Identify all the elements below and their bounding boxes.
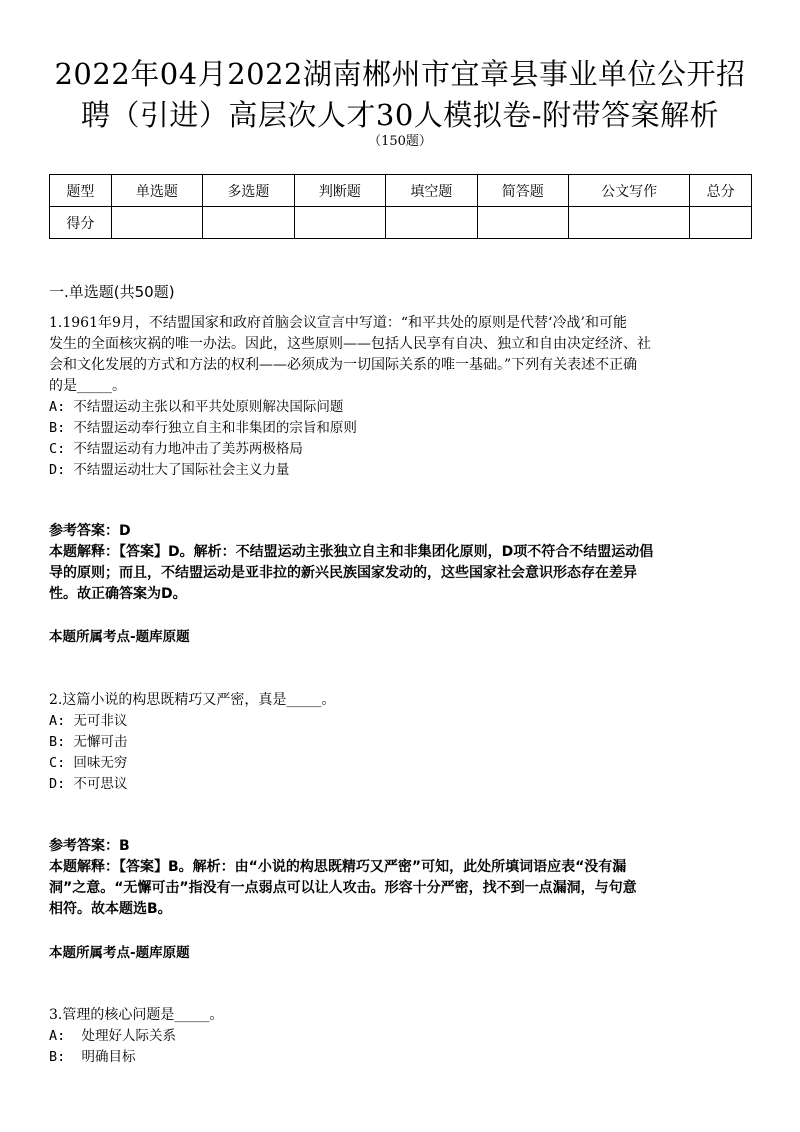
question-text: 的是_____。 bbox=[49, 378, 126, 394]
knowledge-point-1: 本题所属考点-题库原题 bbox=[49, 629, 190, 645]
option-a: A: 无可非议 bbox=[49, 713, 128, 729]
option-a: A: 处理好人际关系 bbox=[49, 1028, 177, 1044]
score-cell bbox=[477, 207, 568, 239]
question-text: 会和文化发展的方式和方法的权利——必须成为一切国际关系的唯一基础。”下列有关表述不正确 bbox=[49, 357, 638, 373]
score-table bbox=[49, 174, 752, 239]
option-c: C: 不结盟运动有力地冲击了美苏两极格局 bbox=[49, 441, 303, 457]
question-count: （150题） bbox=[368, 134, 432, 149]
explanation-line: 性。故正确答案为D。 bbox=[49, 586, 187, 602]
header-single-choice: 单选题 bbox=[111, 175, 202, 207]
score-cell bbox=[111, 207, 202, 239]
question-text: 3.管理的核心问题是_____。 bbox=[49, 1007, 224, 1023]
option-d: D: 不结盟运动壮大了国际社会主义力量 bbox=[49, 462, 290, 478]
option-b: B: 无懈可击 bbox=[49, 734, 128, 750]
header-official-writing: 公文写作 bbox=[569, 175, 690, 207]
score-cell bbox=[203, 207, 294, 239]
question-text: 1.1961年9月，不结盟国家和政府首脑会议宣言中写道：“和平共处的原则是代替‘冷战’和可能 bbox=[49, 315, 627, 331]
option-b: B: 明确目标 bbox=[49, 1049, 136, 1065]
explanation-line: 洞”之意。“无懈可击”指没有一点弱点可以让人攻击。形容十分严密，找不到一点漏洞，与句意 bbox=[49, 880, 637, 896]
section-title: 一.单选题(共50题) bbox=[49, 283, 175, 301]
document-title-line-2: 聘（引进）高层次人才30人模拟卷-附带答案解析 bbox=[80, 98, 720, 132]
knowledge-point-2: 本题所属考点-题库原题 bbox=[49, 945, 190, 961]
score-cell bbox=[386, 207, 477, 239]
score-cell bbox=[569, 207, 690, 239]
question-1 bbox=[49, 313, 759, 481]
header-question-type: 题型 bbox=[50, 175, 112, 207]
header-short-answer: 简答题 bbox=[477, 175, 568, 207]
document-title-line-1: 2022年04月2022湖南郴州市宜章县事业单位公开招 bbox=[54, 57, 746, 91]
header-true-false: 判断题 bbox=[294, 175, 385, 207]
header-fill-blank: 填空题 bbox=[386, 175, 477, 207]
option-b: B: 不结盟运动奉行独立自主和非集团的宗旨和原则 bbox=[49, 420, 357, 436]
header-total: 总分 bbox=[690, 175, 752, 207]
question-text: 2.这篇小说的构思既精巧又严密，真是_____。 bbox=[49, 692, 336, 708]
score-cell bbox=[294, 207, 385, 239]
option-d: D: 不可思议 bbox=[49, 776, 128, 792]
explanation-line: 相符。故本题选B。 bbox=[49, 901, 172, 917]
answer-block-1 bbox=[49, 521, 754, 605]
question-3 bbox=[49, 1005, 759, 1068]
option-c: C: 回味无穷 bbox=[49, 755, 128, 771]
explanation-line: 本题解释：【答案】B。解析：由“小说的构思既精巧又严密”可知，此处所填词语应表“没有漏 bbox=[49, 859, 627, 875]
score-table-header-row bbox=[50, 175, 752, 207]
header-multiple-choice: 多选题 bbox=[203, 175, 294, 207]
explanation-line: 导的原则；而且，不结盟运动是亚非拉的新兴民族国家发动的，这些国家社会意识形态存在差异 bbox=[49, 565, 637, 581]
score-table-score-row bbox=[50, 207, 752, 239]
question-2 bbox=[49, 690, 759, 795]
answer-block-2 bbox=[49, 836, 754, 920]
explanation-line: 本题解释：【答案】D。解析：不结盟运动主张独立自主和非集团化原则，D项不符合不结盟运动倡 bbox=[49, 544, 654, 560]
reference-answer: 参考答案：D bbox=[49, 523, 131, 539]
reference-answer: 参考答案：B bbox=[49, 838, 130, 854]
question-text: 发生的全面核灾祸的唯一办法。因此，这些原则——包括人民享有自决、独立和自由决定经济、社 bbox=[49, 336, 651, 352]
row-label-score: 得分 bbox=[50, 207, 112, 239]
option-a: A: 不结盟运动主张以和平共处原则解决国际问题 bbox=[49, 399, 344, 415]
score-cell bbox=[690, 207, 752, 239]
